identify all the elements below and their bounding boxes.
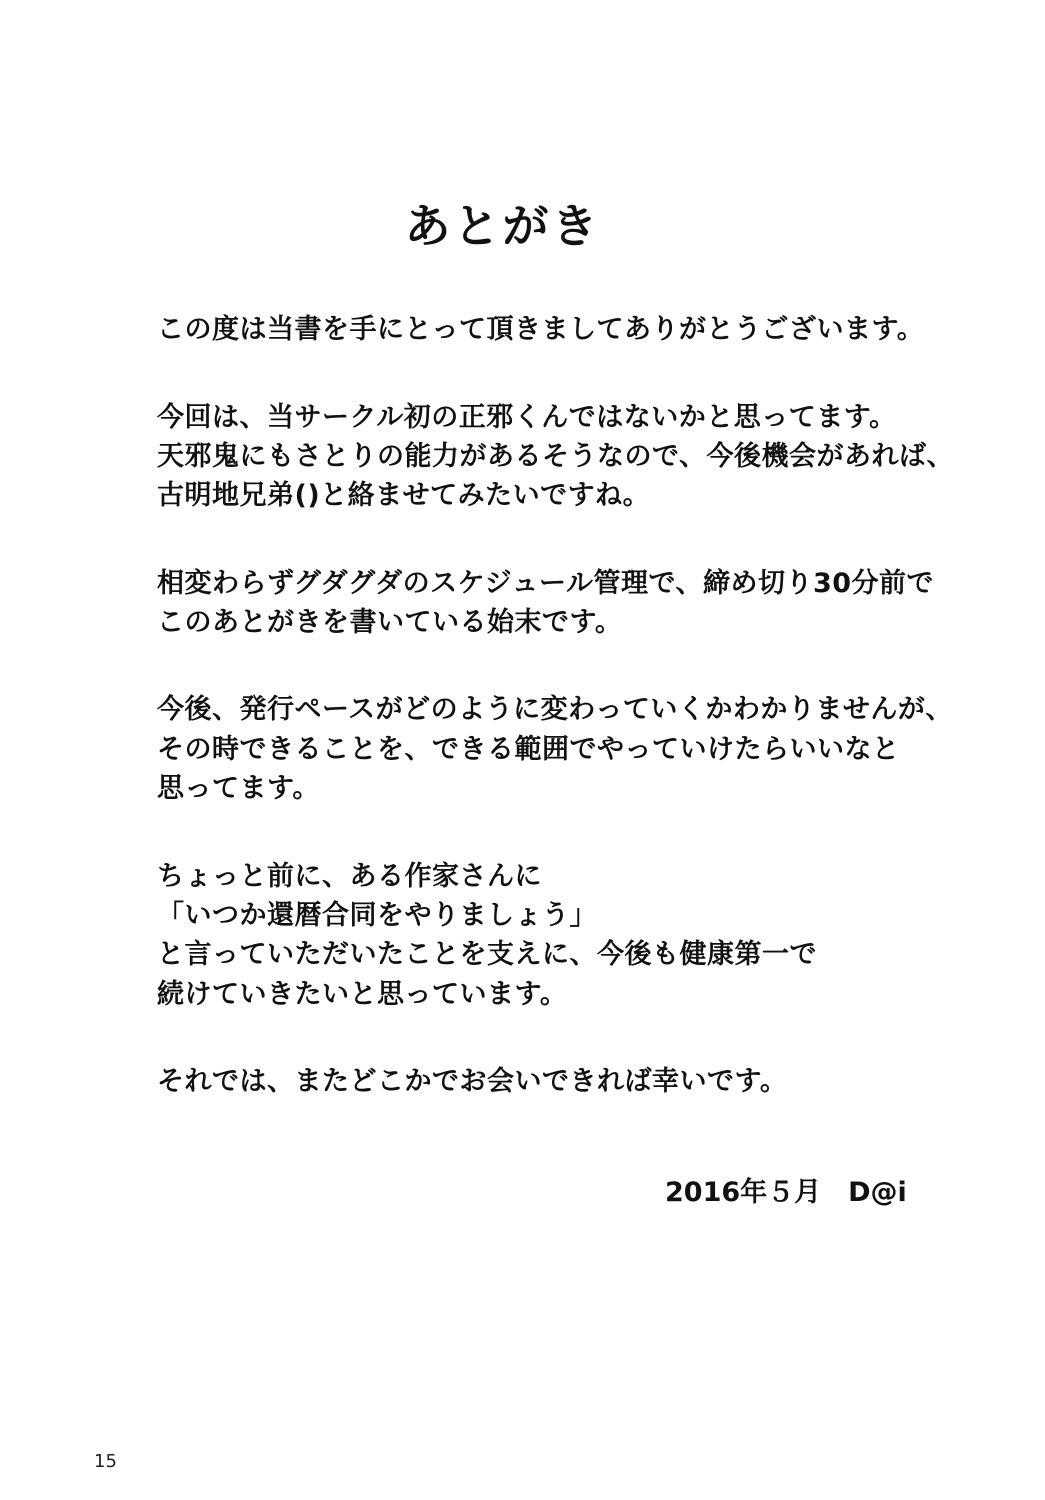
text-line: このあとがきを書いている始末です。: [157, 607, 623, 638]
text-line: それでは、またどこかでお会いできれば幸いです。: [157, 1066, 788, 1097]
page-title: あとがき: [404, 199, 601, 253]
signature: 2016年５月 D@i: [665, 1177, 907, 1208]
text-line: 続けていきたいと思っています。: [157, 979, 568, 1010]
text-line: 思ってます。: [157, 773, 320, 804]
text-line: と言っていただいたことを支えに、今後も健康第一で: [157, 939, 817, 970]
text-line: 相変わらずグダグダのスケジュール管理で、締め切り30分前で: [157, 568, 935, 599]
text-line: 今回は、当サークル初の正邪くんではないかと思ってます。: [157, 402, 897, 433]
text-line: その時できることを、できる範囲でやっていけたらいいなと: [157, 734, 900, 765]
text-line: 「いつか還暦合同をやりましょう」: [157, 900, 597, 931]
text-line: 今後、発行ペースがどのように変わっていくかわかりませんが、: [157, 694, 953, 725]
text-line: 天邪鬼にもさとりの能力があるそうなので、今後機会があれば、: [157, 441, 954, 472]
text-line: 古明地兄弟()と絡ませてみたいですね。: [157, 480, 651, 511]
text-line: この度は当書を手にとって頂きましてありがとうございます。: [157, 314, 925, 345]
page-number: 15: [94, 1451, 117, 1472]
text-line: ちょっと前に、ある作家さんに: [157, 861, 542, 892]
